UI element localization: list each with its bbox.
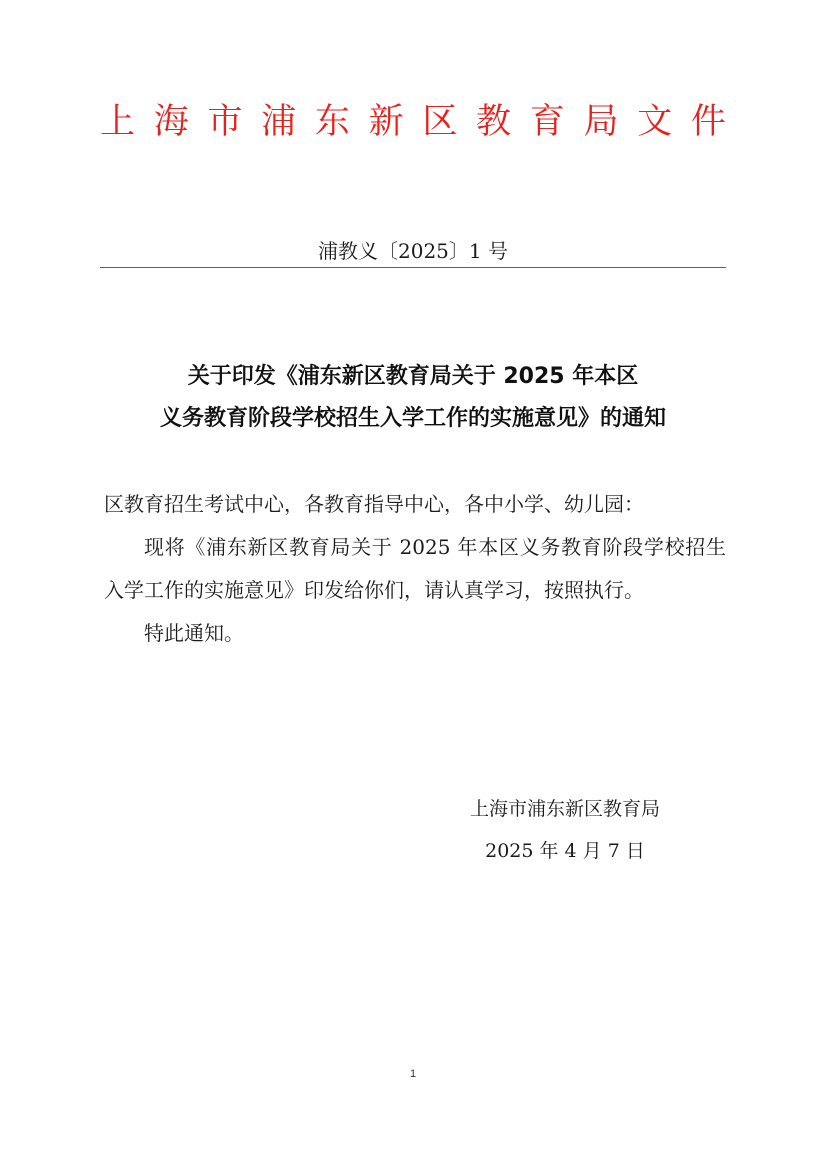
notice-title [100,356,726,440]
header-char: 东 [314,102,350,142]
document-number: 浦教义〔2025〕1 号 [318,239,508,263]
signature-organization: 上海市浦东新区教育局 [469,798,660,820]
header-char: 局 [583,102,619,142]
page-number: 1 [409,1068,417,1080]
closing-line: 特此通知。 [144,621,244,645]
red-divider [100,267,726,268]
body-paragraph: 现将《浦东新区教育局关于 2025 年本区义务教育阶段学校招生入学工作的实施意见》印发给你们，请认真学习，按照执行。 [104,535,726,602]
header-char: 上 [100,102,136,142]
header-char: 新 [368,102,404,142]
salutation: 区教育招生考试中心，各教育指导中心，各中小学、幼儿园： [104,492,644,516]
notice-title-line-1: 关于印发《浦东新区教育局关于 2025 年本区 [187,364,639,389]
header-char: 区 [422,102,458,142]
signature-date: 2025 年 4 月 7 日 [485,840,645,862]
header-char: 件 [690,102,726,142]
header-char: 文 [637,102,673,142]
notice-title-line-2: 义务教育阶段学校招生入学工作的实施意见》的通知 [159,406,666,431]
header-char: 海 [153,102,189,142]
header-char: 市 [207,102,243,142]
header-char: 浦 [261,102,297,142]
header-char: 教 [476,102,512,142]
header-char: 育 [529,102,565,142]
document-header-title [100,100,726,144]
